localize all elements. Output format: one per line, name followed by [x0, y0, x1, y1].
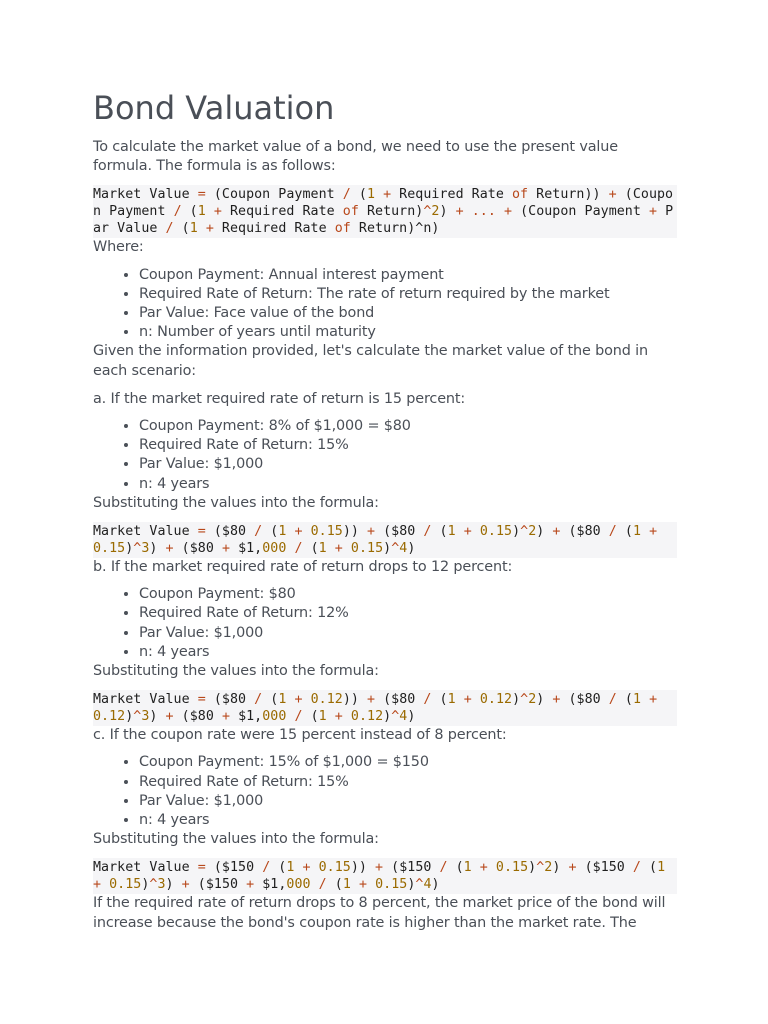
code-text: $1, — [254, 877, 287, 893]
code-operator: + — [648, 204, 658, 220]
general-formula-code — [93, 185, 677, 238]
code-text: ( — [270, 860, 287, 876]
code-number: 2 — [544, 860, 553, 876]
code-operator: ^ — [520, 692, 529, 708]
code-text: ($80 — [560, 524, 609, 540]
code-number: 2 — [528, 692, 537, 708]
code-text — [101, 877, 109, 892]
code-text: )) — [342, 524, 367, 540]
code-operator: / — [342, 187, 351, 203]
code-operator: / — [254, 692, 263, 708]
code-operator: + — [165, 709, 174, 725]
code-text: ) — [125, 541, 134, 557]
code-text: Return) — [358, 204, 424, 220]
code-text: ($80 — [205, 524, 255, 540]
code-text: ) — [407, 541, 416, 557]
code-text: ) — [165, 877, 182, 893]
code-operator: ^ — [391, 709, 400, 725]
code-text: ) — [383, 541, 392, 557]
scenario-c-list — [93, 753, 677, 830]
list-item: • Required Rate of Return: 15% — [139, 773, 677, 792]
code-number: 1 — [657, 860, 666, 876]
code-number: 1 — [342, 877, 351, 893]
code-text: ) — [439, 204, 456, 220]
code-number: 1 — [189, 221, 198, 237]
code-text: (Coupon Payment — [93, 187, 674, 220]
code-number: 000 — [262, 709, 287, 725]
code-text — [641, 692, 649, 707]
code-text: ) — [149, 541, 166, 557]
code-operator: + — [649, 692, 658, 708]
code-text: ) — [125, 709, 134, 725]
code-text: ($80 — [205, 692, 255, 708]
code-operator: + — [383, 187, 392, 203]
code-text: ( — [181, 204, 198, 220]
code-operator: + — [503, 204, 513, 220]
code-operator: ^ — [133, 541, 142, 557]
scenario-c-substituting: Substituting the values into the formula: — [93, 831, 379, 848]
code-text — [464, 204, 472, 219]
code-number: 1 — [286, 860, 295, 876]
code-text: Required Rate — [221, 204, 343, 220]
code-operator: ^ — [391, 541, 400, 557]
list-item: • Coupon Payment: 15% of $1,000 = $150 — [139, 753, 677, 772]
code-operator: + — [294, 524, 303, 540]
code-text: (Coupon Payment — [205, 187, 343, 203]
code-text — [488, 860, 496, 875]
code-text: Par Value — [93, 204, 674, 237]
code-text: ) — [512, 692, 521, 708]
code-operator: / — [632, 860, 641, 876]
code-number: 2 — [431, 204, 440, 220]
code-text — [206, 204, 214, 219]
code-operator: / — [262, 860, 271, 876]
code-number: 3 — [141, 541, 150, 557]
code-operator: / — [423, 692, 432, 708]
code-text: ($80 — [173, 541, 222, 557]
code-operator: + — [221, 541, 231, 557]
list-item: • n: 4 years — [139, 811, 677, 830]
closing-paragraph: If the required rate of return drops to 8 percent, the market price of the bond will increase because the bond's coupon rate is higher than the market rate. The — [93, 895, 666, 931]
code-operator: + — [608, 187, 617, 203]
code-operator: of — [342, 204, 359, 220]
code-text: $1, — [230, 709, 263, 725]
code-operator: + — [375, 860, 384, 876]
code-text — [456, 692, 464, 707]
code-text — [367, 877, 375, 892]
code-text — [327, 709, 335, 724]
code-operator: / — [439, 860, 448, 876]
page-title: Bond Valuation — [93, 89, 335, 127]
code-operator: ^ — [423, 204, 432, 220]
code-operator: ^ — [536, 860, 545, 876]
code-number: 1 — [278, 692, 287, 708]
code-number: 0.15 — [495, 860, 529, 876]
code-number: 1 — [318, 709, 327, 725]
code-operator: / — [254, 524, 263, 540]
code-text: ( — [431, 692, 448, 708]
code-operator: / — [608, 524, 617, 540]
code-text: Market Value — [93, 860, 198, 876]
code-text: ($150 — [383, 860, 440, 876]
code-operator: + — [463, 524, 472, 540]
code-number: 0.12 — [350, 709, 384, 725]
code-text — [472, 524, 480, 539]
code-number: 4 — [399, 541, 408, 557]
code-number: 1 — [447, 692, 456, 708]
code-text: ( — [447, 860, 464, 876]
code-number: 4 — [399, 709, 408, 725]
code-operator: / — [294, 709, 303, 725]
list-item: • Par Value: $1,000 — [139, 792, 677, 811]
code-operator: + — [294, 692, 303, 708]
code-text: ( — [616, 692, 633, 708]
code-text: ) — [407, 877, 416, 893]
code-text: Return)^n) — [350, 221, 440, 237]
code-text: Market Value — [93, 692, 198, 708]
code-text: ($150 — [189, 877, 247, 893]
list-item: • Coupon Payment: 8% of $1,000 = $80 — [139, 417, 677, 436]
code-operator: of — [334, 221, 351, 237]
list-item: • Required Rate of Return: 15% — [139, 436, 677, 455]
code-number: 1 — [632, 524, 642, 540]
code-number: 0.15 — [318, 860, 351, 876]
code-number: 1 — [366, 187, 375, 203]
code-operator: + — [479, 860, 488, 876]
code-operator: + — [205, 221, 214, 237]
scenario-c-formula-code — [93, 858, 677, 894]
code-operator: / — [608, 692, 617, 708]
code-text: ($80 — [375, 692, 424, 708]
code-text: ) — [536, 692, 553, 708]
code-text — [311, 860, 319, 875]
code-text: Required Rate — [213, 221, 335, 237]
code-text: )) — [350, 860, 376, 876]
code-operator: + — [213, 204, 222, 220]
code-number: 1 — [197, 204, 206, 220]
code-number: 0.12 — [310, 692, 343, 708]
list-item: • Par Value: $1,000 — [139, 455, 677, 474]
list-item: • n: Number of years until maturity — [139, 323, 677, 342]
code-text: ) — [512, 524, 521, 540]
code-operator: ^ — [520, 524, 529, 540]
code-number: 0.12 — [479, 692, 513, 708]
code-text: ( — [173, 221, 190, 237]
code-text: Required Rate — [391, 187, 512, 203]
code-text — [375, 187, 383, 202]
scenario-a-heading: a. If the market required rate of return is 15 percent: — [93, 390, 466, 407]
code-operator: + — [246, 877, 255, 893]
code-operator: + — [366, 524, 376, 540]
code-text — [311, 877, 319, 892]
code-number: 2 — [528, 524, 537, 540]
code-text: ( — [350, 187, 367, 203]
code-number: 0.15 — [109, 877, 142, 893]
code-number: 0.15 — [350, 541, 384, 557]
code-number: 1 — [278, 524, 287, 540]
scenario-b-list — [93, 585, 677, 662]
given-paragraph: Given the information provided, let's calculate the market value of the bond in each scenario: — [93, 343, 648, 379]
scenario-b-substituting: Substituting the values into the formula: — [93, 663, 379, 680]
code-operator: / — [165, 221, 174, 237]
code-operator: of — [511, 187, 529, 203]
code-operator: = — [197, 860, 206, 876]
code-number: 4 — [423, 877, 432, 893]
code-operator: / — [173, 204, 182, 220]
code-text: ( — [616, 524, 633, 540]
code-operator: + — [165, 541, 174, 557]
code-operator: + — [568, 860, 577, 876]
code-number: 3 — [157, 877, 166, 893]
code-text: ($80 — [173, 709, 222, 725]
code-text: ) — [528, 860, 537, 876]
intro-paragraph: To calculate the market value of a bond, we need to use the present value formula. The formula is as follows: — [93, 139, 618, 175]
scenario-a-formula-code — [93, 522, 677, 558]
code-text: ) — [536, 524, 553, 540]
code-text: ( — [431, 524, 448, 540]
code-number: 0.15 — [375, 877, 408, 893]
code-number: 1 — [447, 524, 456, 540]
code-operator: + — [221, 709, 231, 725]
code-operator: + — [463, 692, 472, 708]
list-item: • n: 4 years — [139, 643, 677, 662]
code-text: Return)) — [528, 187, 609, 203]
code-text: ($80 — [375, 524, 424, 540]
code-text — [294, 860, 302, 875]
code-text — [472, 692, 480, 707]
code-text: ( — [262, 524, 279, 540]
code-operator: = — [197, 187, 206, 203]
code-text: ( — [326, 877, 343, 893]
code-operator: + — [552, 524, 561, 540]
scenario-b-formula-code — [93, 690, 677, 726]
list-item: • Par Value: Face value of the bond — [139, 304, 677, 323]
code-operator: ^ — [415, 877, 424, 893]
code-text: $1, — [230, 541, 263, 557]
scenario-a-list — [93, 417, 677, 494]
code-text: Market Value — [93, 187, 198, 203]
code-operator: + — [334, 709, 343, 725]
code-text: )) — [342, 692, 367, 708]
code-operator: + — [334, 541, 343, 557]
code-text: ) — [141, 877, 150, 893]
list-item: • n: 4 years — [139, 475, 677, 494]
code-text: Market Value — [93, 524, 198, 540]
code-operator: ^ — [133, 709, 142, 725]
code-text — [343, 541, 351, 556]
code-text — [496, 204, 504, 219]
code-number: 1 — [318, 541, 327, 557]
code-text — [351, 877, 359, 892]
code-text: (Coupon Payment — [512, 204, 649, 220]
code-text: ($150 — [205, 860, 263, 876]
list-item: • Par Value: $1,000 — [139, 624, 677, 643]
code-text — [641, 524, 649, 539]
list-item: • Required Rate of Return: The rate of return required by the market — [139, 285, 677, 304]
code-number: 000 — [262, 541, 287, 557]
code-text: ( — [262, 692, 279, 708]
code-operator: + — [358, 877, 368, 893]
code-operator: + — [649, 524, 658, 540]
code-number: 1 — [632, 692, 642, 708]
list-item: • Coupon Payment: $80 — [139, 585, 677, 604]
code-operator: ^ — [149, 877, 158, 893]
code-operator: + — [552, 692, 561, 708]
code-text: ($150 — [576, 860, 633, 876]
scenario-c-heading: c. If the coupon rate were 15 percent instead of 8 percent: — [93, 727, 507, 744]
code-text — [198, 221, 206, 236]
code-text — [303, 692, 311, 707]
code-text — [303, 524, 311, 539]
code-operator: / — [294, 541, 303, 557]
code-text — [472, 860, 480, 875]
code-number: 3 — [141, 709, 150, 725]
code-operator: / — [423, 524, 432, 540]
code-text: ( — [640, 860, 658, 876]
list-item: • Coupon Payment: Annual interest payment — [139, 266, 677, 285]
scenario-b-heading: b. If the market required rate of return drops to 12 percent: — [93, 559, 513, 576]
code-number: 000 — [286, 877, 311, 893]
code-number: 0.15 — [93, 541, 126, 557]
code-text: ( — [302, 541, 319, 557]
code-operator: + — [302, 860, 311, 876]
code-text: ) — [552, 860, 569, 876]
code-operator: / — [318, 877, 327, 893]
code-text: ) — [149, 709, 166, 725]
code-operator: ... — [471, 204, 496, 220]
scenario-a-substituting: Substituting the values into the formula: — [93, 494, 379, 511]
code-text — [456, 524, 464, 539]
code-text: ($80 — [560, 692, 609, 708]
code-text: ) — [407, 709, 416, 725]
where-label: Where: — [93, 239, 144, 256]
code-number: 1 — [463, 860, 472, 876]
code-number: 0.15 — [479, 524, 513, 540]
code-text — [327, 541, 335, 556]
code-text: ) — [383, 709, 392, 725]
list-item: • Required Rate of Return: 12% — [139, 604, 677, 623]
code-operator: = — [197, 524, 206, 540]
code-text: ) — [431, 877, 440, 893]
code-operator: = — [197, 692, 206, 708]
code-text — [343, 709, 351, 724]
code-operator: + — [455, 204, 464, 220]
code-operator: + — [93, 877, 102, 893]
code-number: 0.12 — [93, 709, 126, 725]
code-text: ( — [302, 709, 319, 725]
code-operator: + — [181, 877, 190, 893]
definitions-list — [93, 266, 677, 343]
code-number: 0.15 — [310, 524, 343, 540]
code-operator: + — [366, 692, 376, 708]
